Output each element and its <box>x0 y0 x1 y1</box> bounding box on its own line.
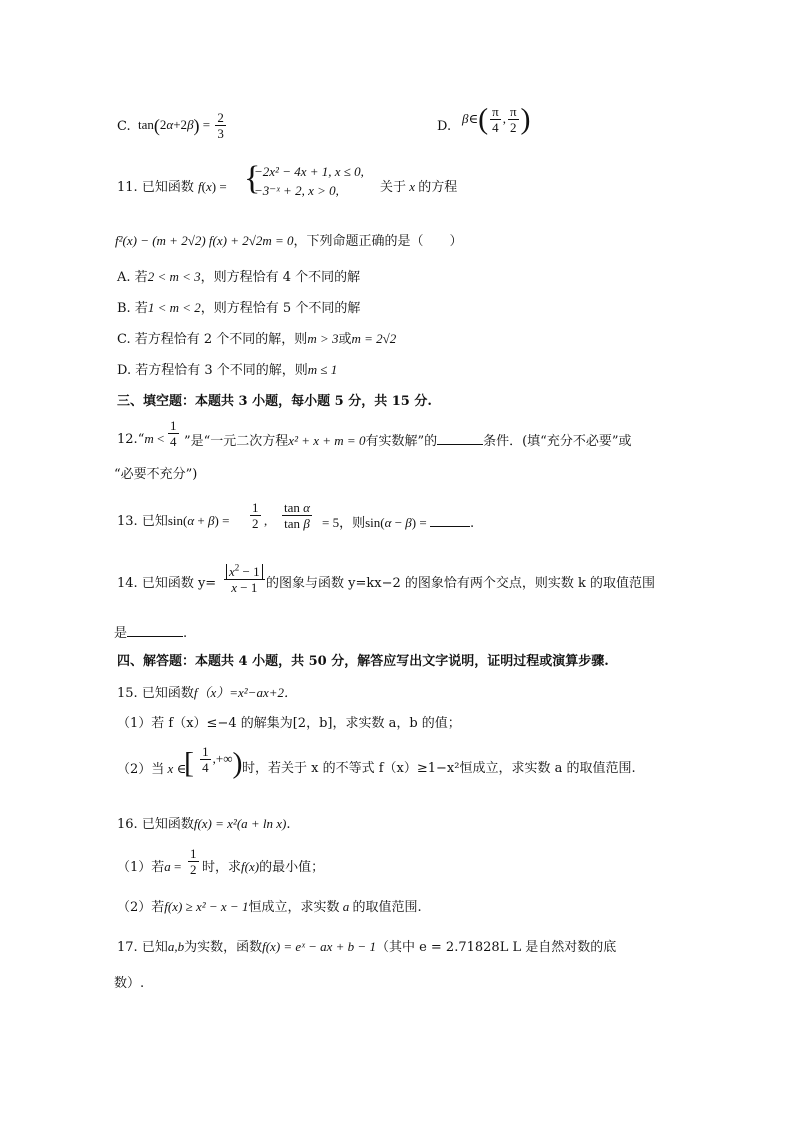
text: 已知 <box>141 514 168 529</box>
text: （1）若 f（x）≤−4 的解集为[2，b]，求实数 a，b 的值； <box>117 716 461 731</box>
text: ”是“一元二次方程 <box>184 434 289 449</box>
question-number: 13. <box>117 514 138 529</box>
text: 若 <box>134 301 148 316</box>
math: f(x) = x²(a + ln x) <box>193 816 287 831</box>
question-number: 16. <box>117 817 138 832</box>
text: 的最小值； <box>259 860 325 875</box>
piece-2: −3⁻ˣ + 2, x > 0, <box>254 183 339 198</box>
text: . <box>183 626 188 641</box>
math: f(x) ≥ x² − x − 1 <box>164 899 249 914</box>
math: 1 < m < 2 <box>147 300 201 315</box>
text: （2）若 <box>117 900 165 915</box>
text: 已知函数 <box>141 180 194 195</box>
question-number: 17. <box>117 940 138 955</box>
text: 关于 <box>380 180 407 195</box>
section-title: 三、填空题：本题共 3 小题，每小题 5 分，共 15 分. <box>117 394 432 409</box>
text: ，则方程恰有 5 个不同的解 <box>200 301 361 316</box>
math: 2 < m < 3 <box>147 269 201 284</box>
option-c-math: tan(2α+2β) = $\frac{2}{3}$ <box>138 110 224 141</box>
text: 有实数解”的 <box>365 434 438 449</box>
math: m ≤ 1 <box>307 362 338 377</box>
text: 时，若关于 x 的不等式 f（x）≥1−x²恒成立，求实数 a 的取值范围. <box>242 761 636 776</box>
math: m > 3 <box>307 331 339 346</box>
text: 或 <box>338 332 352 347</box>
text: 数）. <box>114 976 145 991</box>
piecewise-function: { −2x² − 4x + 1, x ≤ 0, −3⁻ˣ + 2, x > 0, <box>244 160 364 198</box>
text: . <box>286 817 291 832</box>
answer-blank[interactable] <box>127 622 183 637</box>
text: “必要不充分”) <box>114 467 198 482</box>
text: 已知 <box>141 940 168 955</box>
math: a,b <box>167 939 185 954</box>
fraction: $\frac{x^2 - 1}{x - 1}$ <box>224 561 265 595</box>
math: m = 2√2 <box>351 331 397 346</box>
answer-blank[interactable] <box>437 430 483 445</box>
question-number: 11. <box>117 180 138 195</box>
option-label: C. <box>117 119 131 134</box>
text: . <box>469 516 475 531</box>
text: 已知函数 y= <box>141 576 217 591</box>
interval: [ $\frac{1}{4}$ ,+∞) <box>184 744 243 780</box>
text: ，则 <box>339 516 366 531</box>
text: “ <box>137 432 145 447</box>
text: 已知函数 <box>141 686 194 701</box>
math: f(x) <box>241 859 260 874</box>
text: ，下列命题正确的是（ ） <box>293 234 463 249</box>
text: 的取值范围. <box>352 900 422 915</box>
text: ，则方程恰有 4 个不同的解 <box>200 270 361 285</box>
text: 条件．(填“充分不必要”或 <box>483 434 632 449</box>
text: （2）当 <box>117 762 165 777</box>
equation: f²(x) − (m + 2√2) f(x) + 2√2m = 0 <box>115 233 294 248</box>
text: 恒成立，求实数 <box>248 900 340 915</box>
text: 若方程恰有 3 个不同的解，则 <box>135 363 308 378</box>
option-label: B. <box>117 301 131 316</box>
text: 的方程 <box>418 180 458 195</box>
math: f(x) = eˣ − ax + b − 1 <box>262 939 376 954</box>
option-label: D. <box>117 363 132 378</box>
text: 是 <box>114 626 128 641</box>
option-label: A. <box>117 270 131 285</box>
question-number: 14. <box>117 576 138 591</box>
text: 若方程恰有 2 个不同的解，则 <box>134 332 308 347</box>
text: 已知函数 <box>141 817 194 832</box>
question-number: 15. <box>117 686 138 701</box>
answer-blank[interactable] <box>430 512 470 527</box>
text: （其中 e = 2.71828L L 是自然对数的底 <box>375 940 617 955</box>
option-label: C. <box>117 332 131 347</box>
text: 时，求 <box>202 860 242 875</box>
text: 为实数，函数 <box>184 940 263 955</box>
text: （1）若 <box>117 860 165 875</box>
section-title: 四、解答题：本题共 4 小题，共 50 分，解答应写出文字说明，证明过程或演算步骤. <box>117 654 609 669</box>
piece-1: −2x² − 4x + 1, x ≤ 0, <box>254 164 364 179</box>
math: f（x）=x²−ax+2． <box>193 685 297 700</box>
text: 若 <box>134 270 148 285</box>
text: 的图象与函数 y=kx−2 的图象恰有两个交点，则实数 k 的取值范围 <box>266 576 656 591</box>
math: x² + x + m = 0 <box>288 433 366 448</box>
option-d-math: β∈( $\frac{\pi}{4}$ , $\frac{\pi}{2}$ ) <box>462 102 531 136</box>
option-label: D. <box>437 119 452 134</box>
question-number: 12. <box>117 432 138 447</box>
